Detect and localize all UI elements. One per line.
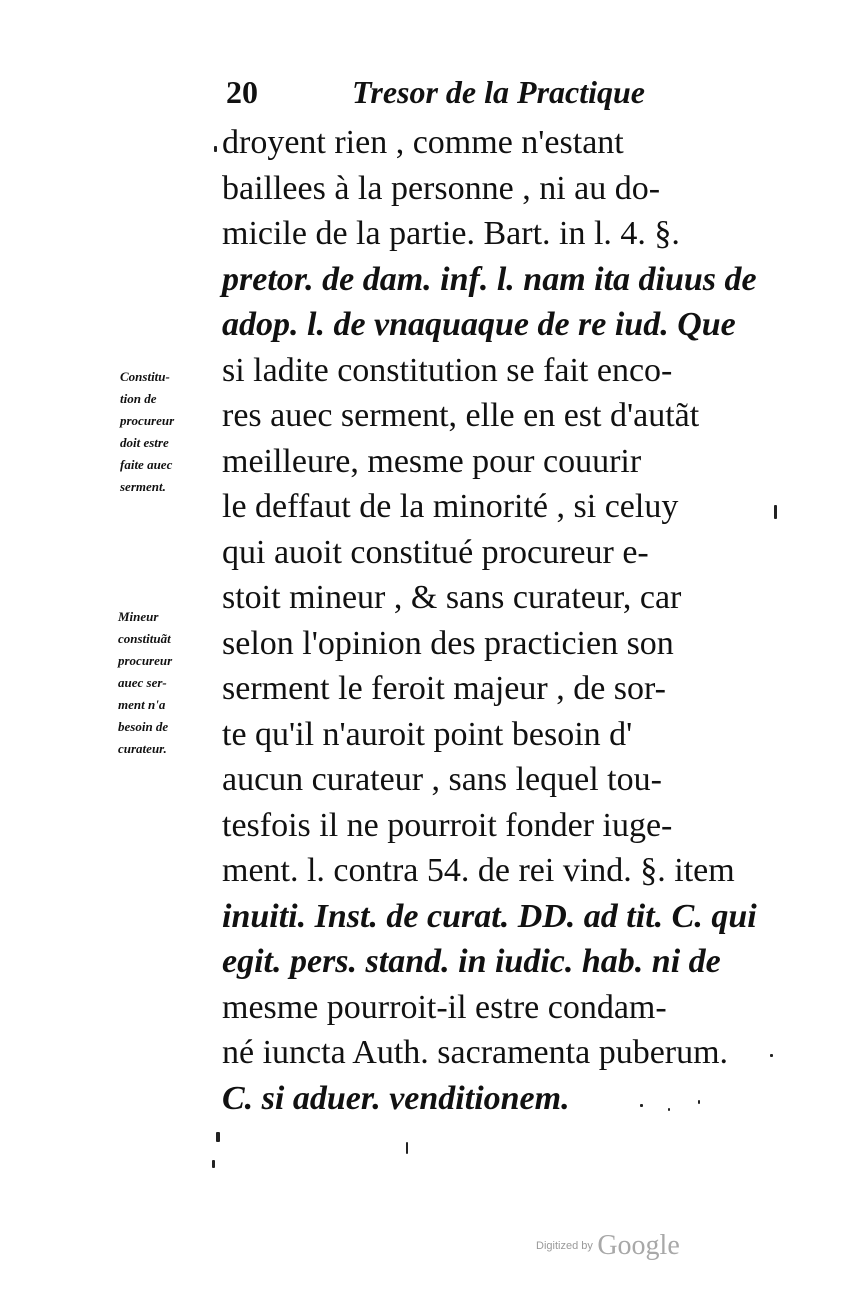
text-line: egit. pers. stand. in iudic. hab. ni de (222, 943, 721, 980)
margin-note-mineur (118, 606, 226, 760)
ink-speck (214, 146, 217, 152)
running-header (226, 70, 686, 114)
text-line: mesme pourroit-il estre condam- (222, 988, 667, 1026)
ink-speck (774, 505, 777, 519)
text-line: adop. l. de vnaquaque de re iud. Que (222, 306, 736, 343)
margin-note-constitution (120, 366, 228, 498)
text-line: aucun curateur , sans lequel tou- (222, 761, 662, 798)
text-line: inuiti. Inst. de curat. DD. ad tit. C. qui (222, 897, 757, 935)
text-line: C. si aduer. venditionem. (222, 1079, 570, 1117)
text-line: droyent rien , comme n'estant (222, 124, 624, 161)
text-line: ment. l. contra 54. de rei vind. §. item (222, 852, 735, 889)
watermark-prefix: Digitized by (536, 1240, 593, 1252)
margin-note-line: procureur (120, 413, 175, 428)
text-line: né iuncta Auth. sacramenta puberum. (222, 1034, 729, 1071)
text-line: stoit mineur , & sans curateur, car (222, 579, 682, 616)
margin-note-line: Constitu- (120, 369, 170, 384)
margin-note-line: besoin de (118, 719, 169, 734)
ink-speck (770, 1054, 773, 1057)
google-logo: Google (597, 1230, 680, 1261)
margin-note-line: doit estre (120, 435, 169, 450)
text-line: selon l'opinion des practicien son (222, 624, 674, 662)
margin-note-line: constituãt (118, 631, 171, 646)
ink-speck (640, 1104, 643, 1107)
text-line: meilleure, mesme pour couurir (222, 442, 642, 480)
ink-speck (698, 1100, 700, 1104)
ink-speck (216, 1132, 220, 1142)
text-line: qui auoit constitué procureur e- (222, 533, 649, 571)
text-line: tesfois il ne pourroit fonder iuge- (222, 806, 673, 844)
margin-note-line: faite auec (120, 457, 173, 472)
main-text-block (222, 120, 782, 1121)
text-line: pretor. de dam. inf. l. nam ita diuus de (222, 260, 757, 298)
text-line: te qu'il n'auroit point besoin d' (222, 715, 633, 753)
text-line: micile de la partie. Bart. in l. 4. §. (222, 215, 680, 252)
page-number: 20 (226, 74, 258, 110)
text-line: baillees à la personne , ni au do- (222, 169, 661, 207)
margin-note-line: Mineur (118, 609, 159, 624)
text-line: serment le feroit majeur , de sor- (222, 670, 666, 707)
ink-speck (668, 1108, 670, 1111)
margin-note-line: curateur. (118, 741, 167, 756)
margin-note-line: serment. (120, 479, 166, 494)
margin-note-line: tion de (120, 391, 157, 406)
text-line: res auec serment, elle en est d'autãt (222, 397, 700, 434)
ink-speck (406, 1142, 408, 1154)
margin-note-line: ment n'a (118, 697, 166, 712)
text-line: le deffaut de la minorité , si celuy (222, 488, 679, 525)
margin-note-line: auec ser- (118, 675, 167, 690)
running-title: Tresor de la Practique (352, 74, 645, 110)
text-line: si ladite constitution se fait enco- (222, 351, 673, 389)
ink-speck (212, 1160, 215, 1168)
digitized-watermark (536, 1230, 680, 1266)
margin-note-line: procureur (118, 653, 173, 668)
